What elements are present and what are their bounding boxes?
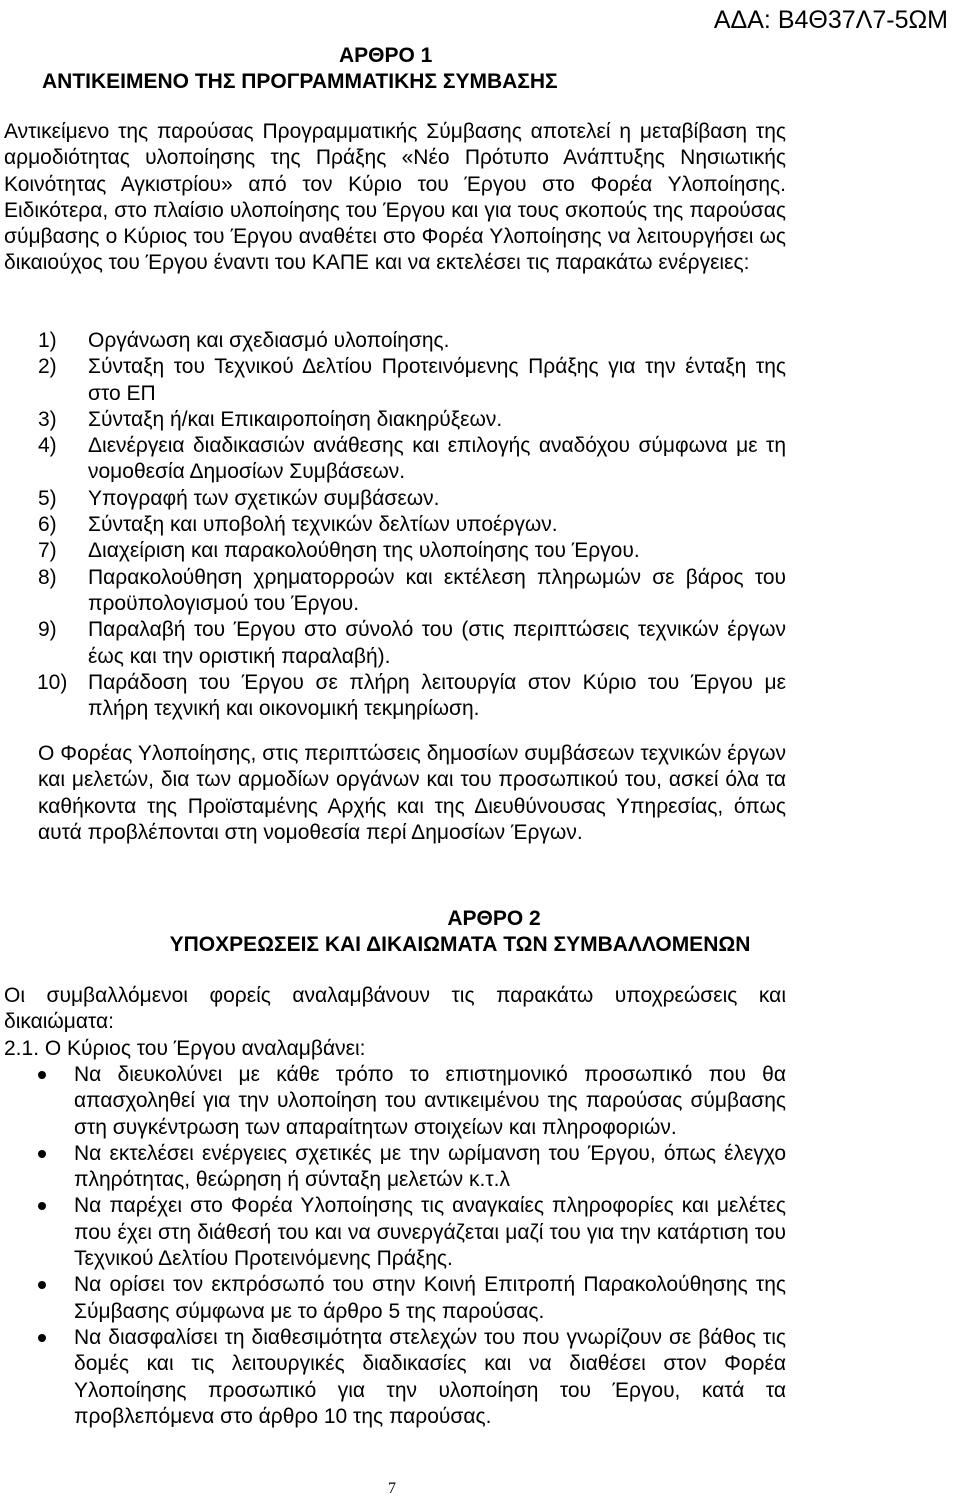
list-item-number: 1) xyxy=(38,329,57,352)
article-1-heading xyxy=(42,43,558,95)
list-item-number: 2) xyxy=(38,355,57,379)
article-2-bullet-list xyxy=(38,1062,786,1430)
bullet-text: Να διασφαλίσει τη διαθεσιμότητα στελεχών του που γνωρίζουν σε βάθος τις δομές και τις λειτουργικές διαδικασίες και να διαθέσει στον Φορέα Υλοποίησης προσωπικό για την υλοποίηση του Έργου, κατά τα προβλεπόμενα στο άρθρο 10 της παρούσας. xyxy=(74,1325,786,1428)
list-item-number: 9) xyxy=(38,618,57,642)
list-item xyxy=(38,538,786,564)
list-item-number: 3) xyxy=(38,407,57,431)
list-item-text: Σύνταξη και υποβολή τεχνικών δελτίων υποέργων. xyxy=(88,513,558,537)
ada-code: ΑΔΑ: Β4Θ37Λ7-5ΩΜ xyxy=(713,6,948,34)
bullet-text: Να εκτελέσει ενέργειες σχετικές με την ωρίμανση του Έργου, όπως έλεγχο πληρότητας, θεώρηση ή σύνταξη μελετών κ.τ.λ xyxy=(74,1141,786,1192)
article-1-closing: Ο Φορέας Υλοποίησης, στις περιπτώσεις δημοσίων συμβάσεων τεχνικών έργων και μελετών, δια των αρμοδίων οργάνων και του προσωπικού του, ασκεί όλα τα καθήκοντα της Προϊσταμένης Αρχής και της Διευθύνουσας Υπηρεσίας, όπως αυτά προβλέπονται στη νομοθεσία περί Δημοσίων Έργων. xyxy=(38,742,786,844)
list-item-number: 4) xyxy=(38,434,57,458)
list-item xyxy=(38,512,786,538)
list-item-text: Υπογραφή των σχετικών συμβάσεων. xyxy=(88,486,440,510)
bullet-icon xyxy=(38,1202,46,1210)
list-item xyxy=(38,486,786,512)
article-1-title: ΑΝΤΙΚΕΙΜΕΝΟ ΤΗΣ ΠΡΟΓΡΑΜΜΑΤΙΚΗΣ ΣΥΜΒΑΣΗΣ xyxy=(42,70,558,93)
list-item-number: 7) xyxy=(38,539,57,563)
list-item-text: Παρακολούθηση χρηματορροών και εκτέλεση πληρωμών σε βάρος του προϋπολογισμού του Έργου. xyxy=(88,565,786,615)
list-item xyxy=(38,433,786,486)
list-item xyxy=(38,565,786,618)
list-item-text: Σύνταξη του Τεχνικού Δελτίου Προτεινόμενης Πράξης για την ένταξη της στο ΕΠ xyxy=(88,355,786,405)
list-item-text: Σύνταξη ή/και Επικαιροποίηση διακηρύξεων. xyxy=(88,407,503,431)
bullet-icon xyxy=(38,1150,46,1158)
article-1-intro: Αντικείμενο της παρούσας Προγραμματικής Σύμβασης αποτελεί η μεταβίβαση της αρμοδιότητας υλοποίησης της Πράξης «Νέο Πρότυπο Ανάπτυξης Νησιωτικής Κοινότητας Αγκιστρίου» από τον Κύριο του Έργου στο Φορέα Υλοποίησης. Ειδικότερα, στο πλαίσιο υλοποίησης του Έργου και για τους σκοπούς της παρούσας σύμβασης ο Κύριος του Έργου αναθέτει στο Φορέα Υλοποίησης να λειτουργήσει ως δικαιούχος του Έργου έναντι του ΚΑΠΕ και να εκτελέσει τις παρακάτω ενέργειες: xyxy=(4,120,786,275)
bullet-item xyxy=(38,1062,786,1141)
bullet-item xyxy=(38,1325,786,1430)
bullet-item xyxy=(38,1193,786,1272)
list-item xyxy=(38,328,786,354)
list-item-text: Οργάνωση και σχεδιασμό υλοποίησης. xyxy=(88,329,450,352)
list-item xyxy=(38,617,786,670)
bullet-item xyxy=(38,1141,786,1194)
article-1-action-list xyxy=(38,328,786,722)
list-item xyxy=(38,670,786,723)
list-item-number: 8) xyxy=(38,565,57,589)
bullet-text: Να παρέχει στο Φορέα Υλοποίησης τις αναγκαίες πληροφορίες και μελέτες που έχει στη διάθεσή του και να συνεργάζεται μαζί του για την κατάρτιση του Τεχνικού Δελτίου Προτεινόμενης Πράξης. xyxy=(74,1194,786,1271)
list-item-number: 6) xyxy=(38,513,57,537)
bullet-item xyxy=(38,1272,786,1325)
article-2-intro: Οι συμβαλλόμενοι φορείς αναλαμβάνουν τις παρακάτω υποχρεώσεις και δικαιώματα: xyxy=(4,984,786,1034)
page-number: 7 xyxy=(388,1480,396,1497)
bullet-text: Να διευκολύνει με κάθε τρόπο το επιστημονικό προσωπικό που θα απασχοληθεί για την υλοποίηση του αντικειμένου της παρούσας σύμβασης στη συγκέντρωση των απαραίτητων στοιχείων και πληροφοριών. xyxy=(74,1063,786,1139)
list-item xyxy=(38,354,786,407)
bullet-icon xyxy=(38,1334,46,1342)
bullet-text: Να ορίσει τον εκπρόσωπό του στην Κοινή Επιτροπή Παρακολούθησης της Σύμβασης σύμφωνα με το άρθρο 5 της παρούσας. xyxy=(74,1273,786,1323)
article-2-number: ΑΡΘΡΟ 2 xyxy=(447,907,541,930)
article-2-subheading: 2.1. Ο Κύριος του Έργου αναλαμβάνει: xyxy=(4,1037,366,1060)
list-item-number: 5) xyxy=(38,486,57,510)
article-1-number: ΑΡΘΡΟ 1 xyxy=(339,44,433,67)
list-item-text: Παράδοση του Έργου σε πλήρη λειτουργία στον Κύριο του Έργου με πλήρη τεχνική και οικονομική τεκμηρίωση. xyxy=(88,670,786,721)
list-item-text: Παραλαβή του Έργου στο σύνολό του (στις περιπτώσεις τεχνικών έργων έως και την οριστική παραλαβή). xyxy=(88,618,786,668)
list-item-text: Διαχείριση και παρακολούθηση της υλοποίησης του Έργου. xyxy=(88,539,640,563)
list-item-text: Διενέργεια διαδικασιών ανάθεσης και επιλογής αναδόχου σύμφωνα με τη νομοθεσία Δημοσίων Συμβάσεων. xyxy=(88,434,786,484)
article-2-heading xyxy=(0,906,960,958)
bullet-icon xyxy=(38,1071,46,1079)
list-item xyxy=(38,407,786,433)
bullet-icon xyxy=(38,1281,46,1289)
list-item-number: 10) xyxy=(37,670,68,694)
article-2-title: ΥΠΟΧΡΕΩΣΕΙΣ ΚΑΙ ΔΙΚΑΙΩΜΑΤΑ ΤΩΝ ΣΥΜΒΑΛΛΟΜΕΝΩΝ xyxy=(169,933,751,956)
